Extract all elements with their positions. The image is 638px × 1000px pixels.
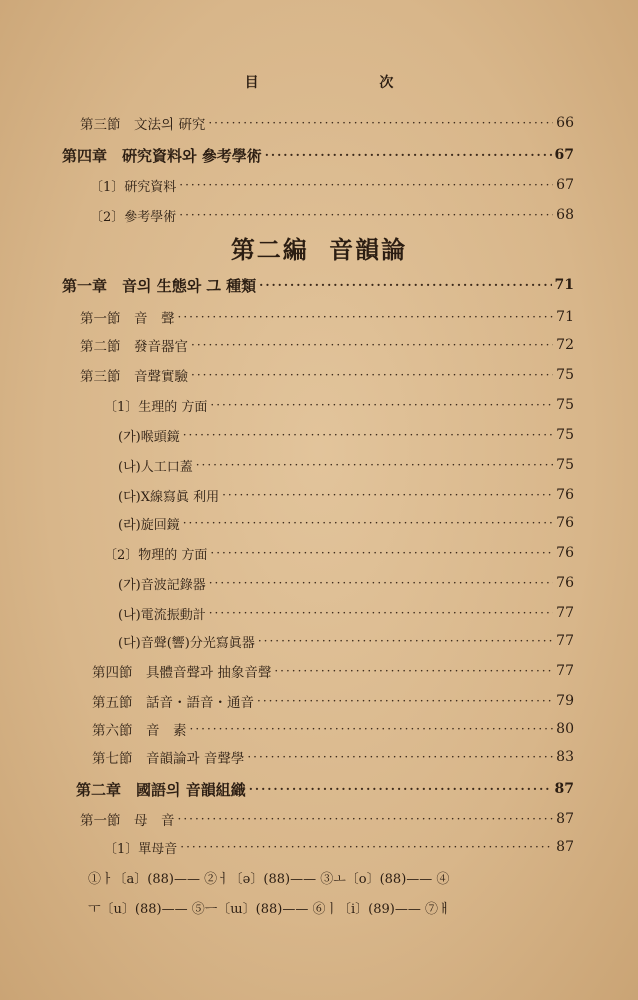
toc-entry [90,170,574,200]
leader-dots [259,278,551,292]
toc-entry-label: (다)音聲(響)分光寫眞器 [118,635,255,651]
toc-entry-page: 67 [556,177,574,193]
toc-entry [76,774,574,804]
leader-dots [209,606,553,620]
toc-entry [118,626,574,656]
toc-entry [118,450,574,480]
toc-entry-page: 87 [556,839,574,855]
toc-entry-label: 第三節 文法의 硏究 [80,117,206,133]
toc-entry-label: 〔1〕單母音 [104,841,178,857]
toc-entry-label: 第四節 具體音聲과 抽象音聲 [92,665,272,681]
toc-entry-page: 68 [556,207,574,223]
toc-entry-label: 第四章 硏究資料와 參考學術 [62,146,262,165]
leader-dots [180,840,553,854]
toc-entry-label: 第一章 音의 生態와 그 種類 [62,276,257,295]
part-title: 第二編 音韻論 [230,235,408,264]
toc-entry-page: 66 [556,115,574,131]
toc-entry [104,538,574,568]
toc-entry-label: (가)音波記錄器 [118,577,206,593]
toc-entry-label: 第五節 話音・語音・通音 [92,695,254,711]
leader-dots [247,750,553,764]
toc-entry-page: 71 [554,277,574,293]
toc-entry-page: 77 [556,663,574,679]
toc-entry-page: 75 [556,457,574,473]
toc-entry-page: 76 [556,515,574,531]
toc-entry-label: 第一節 音 聲 [80,311,175,327]
leader-dots [191,368,553,382]
leader-dots [183,428,553,442]
vowel-list-line-1: ①ㅏ〔a〕(88)—— ②ㅓ〔ə〕(88)—— ③ㅗ〔o〕(88)—— ④ [88,872,450,887]
leader-dots [258,634,553,648]
leader-dots [208,116,553,130]
leader-dots [178,812,554,826]
toc-entry-page: 87 [554,781,574,797]
toc-entry [92,742,574,772]
toc-entry-label: 〔2〕物理的 方面 [104,547,208,563]
toc-entry [92,686,574,716]
leader-dots [222,488,553,502]
leader-dots [178,310,554,324]
leader-dots [274,664,553,678]
leader-dots [210,546,553,560]
page-header: 目 次 [244,75,452,91]
leader-dots [210,398,553,412]
toc-entry [118,568,574,598]
toc-entry-page: 83 [556,749,574,765]
toc-entry [80,330,574,360]
leader-dots [183,516,553,530]
toc-entry-page: 75 [556,427,574,443]
leader-dots [209,576,553,590]
toc-entry-page: 67 [554,147,574,163]
toc-entry-page: 77 [556,605,574,621]
toc-entry [92,656,574,686]
leader-dots [265,148,552,162]
toc-entry-label: 〔1〕硏究資料 [90,179,177,195]
toc-entry [118,598,574,628]
toc-entry [118,480,574,510]
toc-entry-label: 第一節 母 音 [80,813,175,829]
toc-entry-page: 76 [556,487,574,503]
toc-entry-page: 76 [556,545,574,561]
vowel-list-line-2: ㅜ〔u〕(88)—— ⑤ㅡ〔ɯ〕(88)—— ⑥ㅣ〔i〕(89)—— ⑦ㅐ [88,902,451,917]
toc-entry-label: (가)喉頭鏡 [118,429,180,445]
toc-entry [90,200,574,230]
toc-entry-page: 72 [556,337,574,353]
toc-entry-label: 第七節 音韻論과 音聲學 [92,751,245,767]
toc-entry [80,360,574,390]
toc-entry-label: (나)電流振動計 [118,607,206,623]
toc-entry-label: 第二章 國語의 音韻組織 [76,780,246,799]
toc-entry [118,420,574,450]
toc-entry-page: 77 [556,633,574,649]
toc-entry [104,390,574,420]
toc-entry-label: 〔1〕生理的 方面 [104,399,208,415]
toc-entry [118,508,574,538]
toc-entry-label: 第六節 音 素 [92,723,187,739]
leader-dots [179,208,553,222]
toc-entry-label: 第二節 發音器官 [80,339,188,355]
toc-entry-label: (다)X線寫眞 利用 [118,489,220,505]
toc-entry-page: 75 [556,397,574,413]
toc-entry-label: (라)旋回鏡 [118,517,180,533]
toc-entry-page: 80 [556,721,574,737]
toc-entry [62,270,574,300]
leader-dots [257,694,553,708]
leader-dots [179,178,553,192]
toc-entry-page: 71 [556,309,574,325]
toc-entry [80,108,574,138]
toc-entry [104,832,574,862]
toc-entry-label: (나)人工口蓋 [118,459,193,475]
toc-entry-label: 第三節 音聲實驗 [80,369,188,385]
toc-entry-page: 87 [556,811,574,827]
leader-dots [196,458,553,472]
toc-entry-page: 75 [556,367,574,383]
leader-dots [249,782,552,796]
toc-entry [80,302,574,332]
toc-entry [92,714,574,744]
toc-entry [80,804,574,834]
leader-dots [191,338,553,352]
toc-entry [62,140,574,170]
toc-entry-label: 〔2〕參考學術 [90,209,177,225]
toc-entry-page: 76 [556,575,574,591]
leader-dots [190,722,554,736]
toc-entry-page: 79 [556,693,574,709]
